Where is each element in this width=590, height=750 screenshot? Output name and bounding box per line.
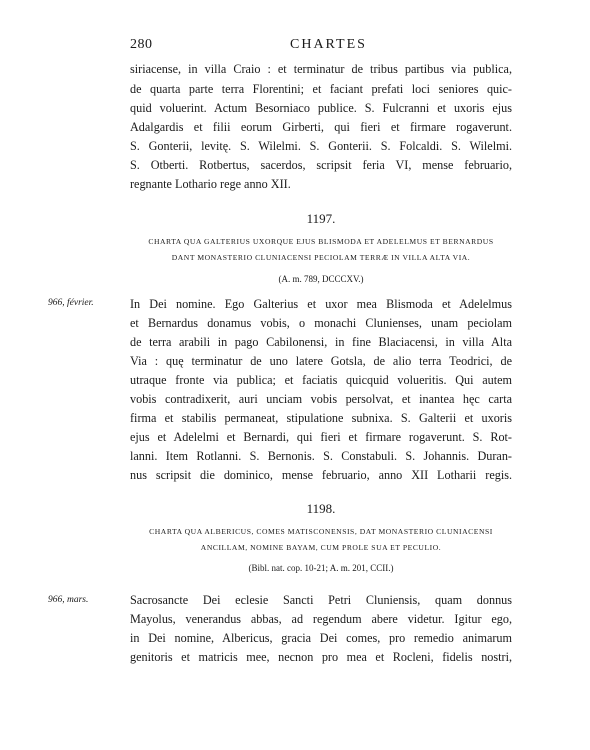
text-line: In Dei nomine. Ego Galterius et uxor mea Blismoda et Adelelmus — [130, 297, 512, 311]
charter-number: 1197. — [306, 211, 336, 226]
charter-source: (A. m. 789, DCCCXV.) — [278, 274, 364, 284]
text-line: ejus et Adelelmi et Bernardi, qui fieri et firmare rogaverunt. S. Rot- — [130, 430, 512, 444]
charter-rubric-line: DANT MONASTERIO CLUNIACENSI PECIOLAM TERRÆ IN VILLA ALTA VIA. — [171, 253, 471, 262]
page-number: 280 — [130, 37, 153, 52]
running-title: CHARTES — [290, 37, 367, 52]
text-line: nus scripsit die dominico, mense februario, anno XII Lotharii regis. — [130, 468, 512, 482]
charter-rubric-line: ANCILLAM, NOMINE BAYAM, CUM PROLE SUA ET PECULIO. — [200, 543, 442, 552]
text-line: Sacrosancte Dei eclesie Sancti Petri Cluniensis, quam donnus — [130, 593, 512, 607]
text-line: lanni. Item Rotlanni. S. Bernonis. S. Constabuli. S. Johannis. Duran- — [130, 449, 512, 463]
charter-rubric-line: CHARTA QUA GALTERIUS UXORQUE EJUS BLISMODA ET ADELELMUS ET BERNARDUS — [148, 237, 494, 246]
text-line: S. Gonterii, levitę. S. Wilelmi. S. Gonterii. S. Folcaldi. S. Wilelmi. — [130, 139, 512, 153]
text-line: et Bernardus donamus vobis, o monachi Clunienses, unam peciolam — [130, 316, 512, 330]
text-line: quid voluerint. Actum Besorniaco publice. S. Fulcranni et uxoris ejus — [130, 101, 512, 115]
charter-rubric-line: CHARTA QUA ALBERICUS, COMES MATISCONENSIS, DAT MONASTERIO CLUNIACENSI — [149, 527, 493, 536]
text-line: utraque fronte via publica; et faciatis quicquid volueritis. Qui autem — [130, 373, 512, 387]
text-line: Adalgardis et filii eorum Girberti, qui fieri et firmare rogaverunt. — [130, 120, 512, 134]
text-line: regnante Lothario rege anno XII. — [130, 177, 291, 191]
charter-number: 1198. — [306, 501, 336, 516]
text-line: S. Otberti. Rotbertus, sacerdos, scripsit feria VI, mense februario, — [130, 158, 512, 172]
text-line: genitoris et matricis mee, necnon pro mea et Rocleni, fidelis nostri, — [130, 650, 512, 664]
text-line: in Dei nomine, Albericus, gracia Dei comes, pro remedio animarum — [130, 631, 512, 645]
text-line: de terra arabili in pago Cabilonensi, in fine Blaciacensi, in villa Alta — [130, 335, 512, 349]
text-line: vobis contradixerit, auri unciam vobis persolvat, et inantea hęc carta — [130, 392, 512, 406]
text-line: Via : quę terminatur de uno latere Gotsla, de alio terra Teodrici, de — [130, 354, 512, 368]
text-line: siriacense, in villa Craio : et terminatur de tribus partibus via publica, — [130, 62, 512, 76]
charter-source: (Bibl. nat. cop. 10-21; A. m. 201, CCII.) — [248, 563, 394, 573]
text-line: de quarta parte terra Florentini; et faciant prefati loci seniores quic- — [130, 82, 512, 96]
margin-date: 966, février. — [48, 298, 94, 308]
margin-date: 966, mars. — [48, 595, 89, 605]
text-line: firma et stabilis permaneat, stipulatione subnixa. S. Galterii et uxoris — [130, 411, 512, 425]
text-line: Mayolus, venerandus abbas, ad regendum abere videtur. Igitur ego, — [130, 612, 512, 626]
